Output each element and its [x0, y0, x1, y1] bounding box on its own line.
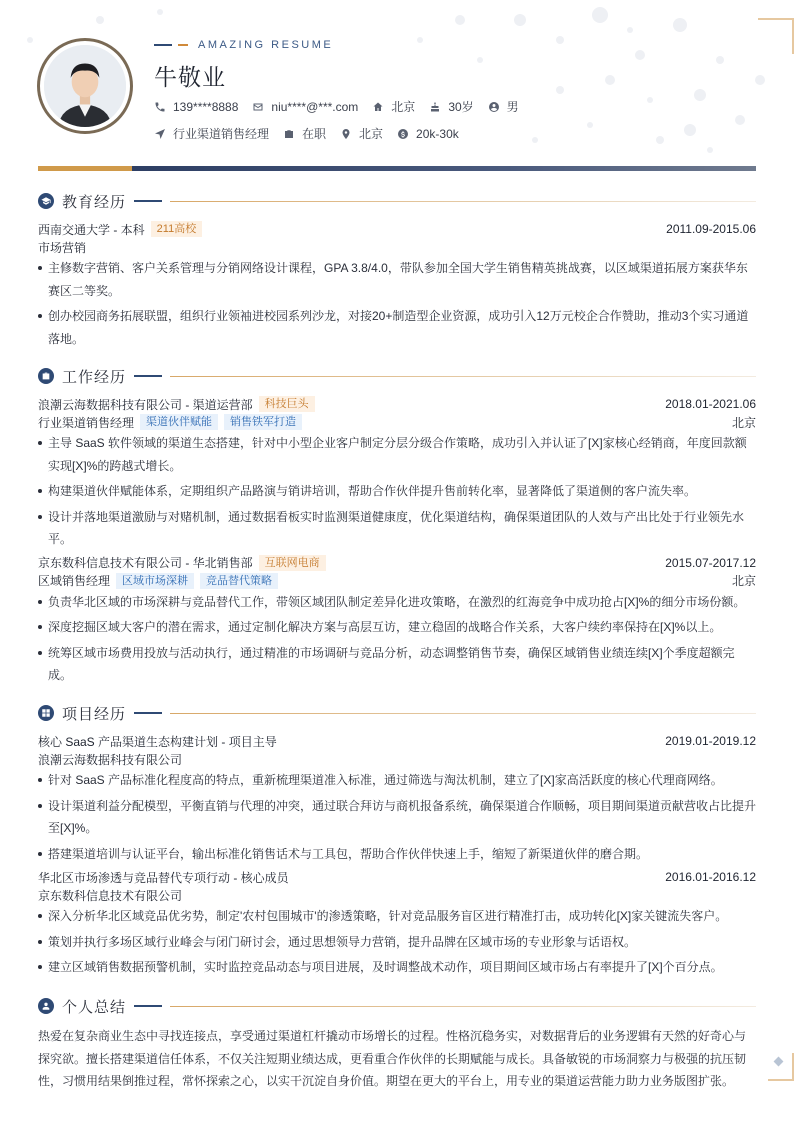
- section-line-light: [170, 201, 756, 202]
- work-city: 北京: [731, 415, 756, 430]
- role-title: 区域销售经理: [38, 574, 111, 588]
- section-header: [38, 996, 756, 1016]
- project-entry: [38, 868, 756, 979]
- project-name: 核心 SaaS 产品渠道生态构建计划 - 项目主导: [38, 734, 277, 749]
- section-line-dark: [134, 200, 162, 202]
- brand-mark: [154, 39, 333, 51]
- project-org: 浪潮云海数据科技有限公司: [38, 752, 183, 767]
- phone-text: 139****8888: [173, 99, 239, 114]
- section-title: 工作经历: [62, 368, 127, 386]
- list-item: 深度挖掘区域大客户的潜在需求，通过定制化解决方案与高层互访，建立稳固的战略合作关系，大客户续约率保持在[X]%以上。: [38, 616, 756, 639]
- major-line: [38, 238, 756, 256]
- graduation-cap-icon: [38, 193, 54, 209]
- role-tag: 渠道伙伴赋能: [140, 414, 218, 430]
- salary-item: [397, 127, 459, 141]
- section-line-light: [170, 376, 756, 377]
- contact-info-row: [154, 98, 533, 115]
- list-item: 策划并执行多场区域行业峰会与闭门研讨会，通过思想领导力营销，提升品牌在区域市场的专业形象与话语权。: [38, 931, 756, 954]
- role-line: [38, 572, 756, 590]
- section-line-dark: [134, 1005, 162, 1007]
- age-item: [429, 98, 473, 115]
- section-title: 项目经历: [62, 705, 127, 723]
- briefcase-icon: [283, 128, 295, 140]
- education-section: [38, 191, 756, 353]
- list-item: 创办校园商务拓展联盟，组织行业领袖进校园系列沙龙，对接20+制造型企业资源，成功引入12万元校企合作赞助，推动3个实习通道落地。: [38, 305, 756, 350]
- salary-text: 20k-30k: [416, 126, 459, 141]
- phone-item: [154, 100, 238, 114]
- entry-header: [38, 395, 756, 413]
- brand-line-dark: [154, 44, 172, 46]
- section-line-dark: [134, 375, 162, 377]
- section-header: [38, 366, 756, 386]
- summary-text: 热爱在复杂商业生态中寻找连接点，享受通过渠道杠杆撬动市场增长的过程。性格沉稳务实，对数据背后的业务逻辑有天然的好奇心与探究欲。擅长搭建渠道信任体系，不仅关注短期业绩达成，更看重合作伙伴的长期赋能与成长。具备敏锐的市场洞察力与极强的抗压韧性，习惯用结果倒推过程，常怀探索之心，以实干沉淀自身价值。期望在更大的平台上，用专业的渠道运营能力助力业务版图扩张。: [38, 1029, 747, 1088]
- role-tag: 区域市场深耕: [116, 573, 194, 589]
- grid-icon: [38, 705, 54, 721]
- section-line-light: [170, 1006, 756, 1007]
- education-bullets: [38, 257, 756, 350]
- project-name: 华北区市场渗透与竞品替代专项行动 - 核心成员: [38, 870, 289, 885]
- project-org-line: [38, 886, 756, 904]
- list-item: 主修数字营销、客户关系管理与分销网络设计课程，GPA 3.8/4.0，带队参加全国大学生销售精英挑战赛，以区域渠道拓展方案获华东赛区二等奖。: [38, 257, 756, 302]
- status-item: [283, 125, 326, 142]
- company-name: 浪潮云海数据科技有限公司 - 渠道运营部: [38, 397, 253, 412]
- send-icon: [154, 128, 166, 140]
- candidate-name: 牛敬业: [154, 64, 226, 90]
- entry-date: 2018.01-2021.06: [665, 397, 756, 411]
- email-icon: [252, 101, 264, 113]
- school-tag: 211高校: [151, 221, 203, 237]
- brand-line-accent: [178, 44, 188, 46]
- section-line-dark: [134, 712, 162, 714]
- home-icon: [372, 101, 384, 113]
- school-name: 西南交通大学 - 本科: [38, 222, 145, 237]
- email-item: [252, 100, 358, 114]
- list-item: 统筹区域市场费用投放与活动执行，通过精准的市场调研与竞品分析，动态调整销售节奏，确保区域销售业绩连续[X]个季度超额完成。: [38, 642, 756, 687]
- money-circle-icon: [397, 128, 409, 140]
- list-item: 建立区域销售数据预警机制，实时监控竞品动态与项目进展，及时调整战术动作，项目期间区域市场占有率提升了[X]个百分点。: [38, 956, 756, 979]
- section-header: [38, 703, 756, 723]
- target-city-text: 北京: [359, 127, 384, 141]
- work-city: 北京: [731, 574, 756, 588]
- user-icon: [38, 998, 54, 1014]
- company-tag: 科技巨头: [259, 396, 315, 412]
- location-item: [372, 98, 415, 115]
- target-city-item: [340, 125, 383, 142]
- avatar-frame: [37, 38, 133, 134]
- list-item: 主导 SaaS 软件领域的渠道生态搭建，针对中小型企业客户制定分层分级合作策略，成功引入并认证了[X]家核心经销商，年度回款额实现[X]%的跨越式增长。: [38, 432, 756, 477]
- section-title: 教育经历: [62, 193, 127, 211]
- list-item: 针对 SaaS 产品标准化程度高的特点，重新梳理渠道准入标准，通过筛选与淘汰机制，建立了[X]家高活跃度的核心代理商网络。: [38, 769, 756, 792]
- header-bar-accent: [38, 166, 132, 171]
- work-entry: [38, 395, 756, 551]
- project-bullets: [38, 769, 756, 865]
- status-text: 在职: [302, 127, 327, 141]
- brand-text: AMAZING RESUME: [198, 39, 334, 51]
- gender-item: [488, 98, 519, 115]
- role-tag: 销售铁军打造: [224, 414, 302, 430]
- target-position-item: [154, 125, 269, 142]
- map-pin-icon: [340, 128, 352, 140]
- header-bar-main: [132, 166, 756, 171]
- section-title: 个人总结: [62, 998, 127, 1016]
- entry-header: [38, 220, 756, 238]
- entry-header: [38, 868, 756, 886]
- target-position-text: 行业渠道销售经理: [173, 127, 270, 141]
- user-circle-icon: [488, 101, 500, 113]
- project-bullets: [38, 905, 756, 979]
- gender-text: 男: [506, 100, 519, 114]
- projects-section: [38, 703, 756, 982]
- entry-header: [38, 554, 756, 572]
- section-line-light: [170, 713, 756, 714]
- job-intention-row: [154, 125, 473, 142]
- work-bullets: [38, 591, 756, 687]
- project-entry: [38, 732, 756, 865]
- project-org-line: [38, 750, 756, 768]
- role-line: [38, 413, 756, 431]
- work-section: [38, 366, 756, 690]
- entry-date: 2016.01-2016.12: [665, 870, 756, 884]
- list-item: 深入分析华北区域竞品优劣势，制定'农村包围城市'的渗透策略，针对竞品服务盲区进行精准打击，成功转化[X]家关键流失客户。: [38, 905, 756, 928]
- company-tag: 互联网电商: [259, 555, 326, 571]
- work-entry: [38, 554, 756, 687]
- briefcase-icon: [38, 368, 54, 384]
- role-tag: 竞品替代策略: [200, 573, 278, 589]
- list-item: 设计并落地渠道激励与对赌机制，通过数据看板实时监测渠道健康度，优化渠道结构，确保渠道团队的人效与产出比处于行业领先水平。: [38, 506, 756, 551]
- entry-date: 2019.01-2019.12: [665, 734, 756, 748]
- work-bullets: [38, 432, 756, 551]
- section-header: [38, 191, 756, 211]
- cake-icon: [429, 101, 441, 113]
- major-text: 市场营销: [38, 240, 87, 255]
- company-name: 京东数科信息技术有限公司 - 华北销售部: [38, 556, 253, 570]
- avatar: [44, 45, 126, 127]
- summary-section: [38, 996, 756, 1093]
- list-item: 构建渠道伙伴赋能体系，定期组织产品路演与销讲培训，帮助合作伙伴提升售前转化率，显著降低了渠道侧的客户流失率。: [38, 480, 756, 503]
- location-text: 北京: [391, 100, 416, 114]
- list-item: 设计渠道利益分配模型，平衡直销与代理的冲突，通过联合拜访与商机报备系统，确保渠道合作顺畅，项目期间渠道贡献营收占比提升至[X]%。: [38, 795, 756, 840]
- list-item: 负责华北区域的市场深耕与竞品替代工作，带领区域团队制定差异化进攻策略，在激烈的红海竞争中成功抢占[X]%的细分市场份额。: [38, 591, 756, 614]
- corner-decoration-top-right: [758, 18, 794, 54]
- entry-header: [38, 732, 756, 750]
- email-text: niu****@***.com: [271, 99, 359, 114]
- header-divider-bar: [38, 166, 756, 171]
- phone-icon: [154, 101, 166, 113]
- project-org: 京东数科信息技术有限公司: [38, 888, 183, 903]
- entry-date: 2015.07-2017.12: [665, 555, 756, 570]
- corner-decoration-bottom-right: [768, 1053, 794, 1081]
- age-text: 30岁: [448, 100, 474, 114]
- role-title: 行业渠道销售经理: [38, 415, 135, 430]
- list-item: 搭建渠道培训与认证平台，输出标准化销售话术与工具包，帮助合作伙伴快速上手，缩短了新渠道伙伴的磨合期。: [38, 843, 756, 866]
- education-entry: [38, 220, 756, 350]
- entry-date: 2011.09-2015.06: [666, 222, 756, 236]
